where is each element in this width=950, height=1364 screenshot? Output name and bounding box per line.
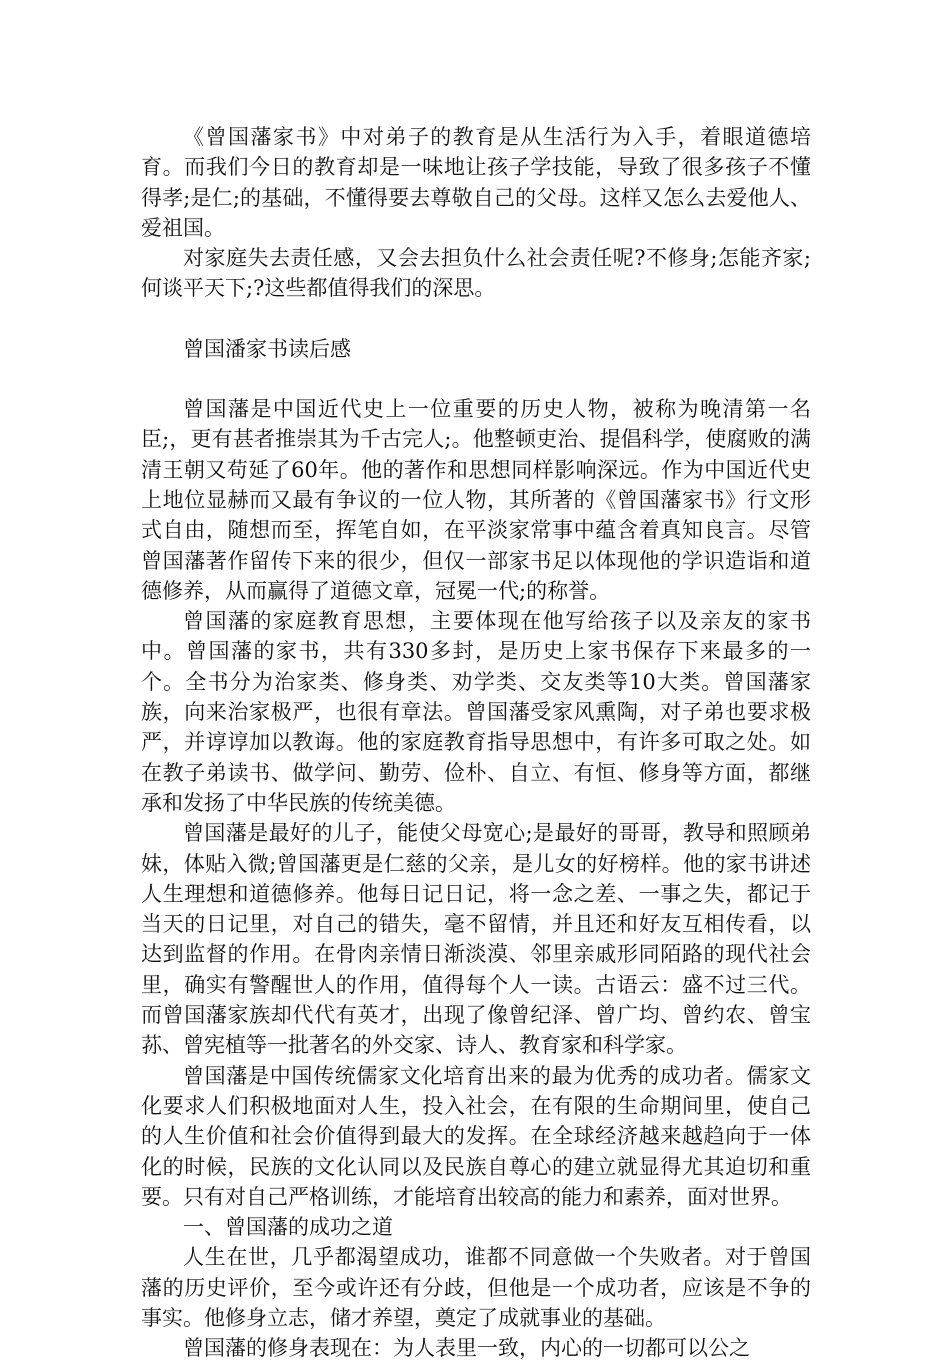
section-title: 曾国潘家书读后感 xyxy=(183,336,351,361)
document-page xyxy=(141,122,811,1364)
paragraph: 曾国藩是中国近代史上一位重要的历史人物，被称为晚清第一名臣;，更有甚者推崇其为千古完人;。他整顿吏治、提倡科学，使腐败的满清王朝又苟延了60年。他的著作和思想同样影响深远。作为中国近代史上地位显赫而又最有争议的一位人物，其所著的《曾国藩家书》行文形式自由，随想而至，挥笔自如，在平淡家常事中蕴含着真知良言。尽管曾国藩著作留传下来的很少，但仅一部家书足以体现他的学识造诣和道德修养，从而赢得了道德文章，冠冕一代;的称誉。 xyxy=(141,397,811,603)
spacer xyxy=(141,304,811,334)
paragraph: 对家庭失去责任感，又会去担负什么社会责任呢?不修身;怎能齐家;何谈平天下;?这些都值得我们的深思。 xyxy=(141,246,811,301)
paragraph: 《曾国藩家书》中对弟子的教育是从生活行为入手，着眼道德培育。而我们今日的教育却是一味地让孩子学技能，导致了很多孩子不懂得孝;是仁;的基础，不懂得要去尊敬自己的父母。这样又怎么去爱他人、爱祖国。 xyxy=(141,125,811,240)
paragraph: 人生在世，几乎都渴望成功，谁都不同意做一个失败者。对于曾国藩的历史评价，至今或许还有分歧，但他是一个成功者，应该是不争的事实。他修身立志，储才养望，奠定了成就事业的基础。 xyxy=(141,1245,811,1330)
paragraph: 曾国藩的修身表现在：为人表里一致，内心的一切都可以公之 xyxy=(183,1336,750,1361)
paragraph: 曾国藩的家庭教育思想，主要体现在他写给孩子以及亲友的家书中。曾国藩的家书，共有330多封，是历史上家书保存下来最多的一个。全书分为治家类、修身类、劝学类、交友类等10大类。曾国藩家族，向来治家极严，也很有章法。曾国藩受家风熏陶，对子弟也要求极严，并谆谆加以教诲。他的家庭教育指导思想中，有许多可取之处。如在教子弟读书、做学问、勤劳、俭朴、自立、有恒、修身等方面，都继承和发扬了中华民族的传统美德。 xyxy=(141,609,811,815)
spacer xyxy=(141,364,811,394)
subheading: 一、曾国藩的成功之道 xyxy=(183,1215,393,1240)
paragraph: 曾国藩是中国传统儒家文化培育出来的最为优秀的成功者。儒家文化要求人们积极地面对人生，投入社会，在有限的生命期间里，使自己的人生价值和社会价值得到最大的发挥。在全球经济越来越趋向于一体化的时候，民族的文化认同以及民族自尊心的建立就显得尤其迫切和重要。只有对自己严格训练，才能培育出较高的能力和素养，面对世界。 xyxy=(141,1063,811,1209)
paragraph: 曾国藩是最好的儿子，能使父母宽心;是最好的哥哥，教导和照顾弟妹，体贴入微;曾国藩更是仁慈的父亲，是儿女的好榜样。他的家书讲述人生理想和道德修养。他每日记日记，将一念之差、一事之失，都记于当天的日记里，对自己的错失，毫不留情，并且还和好友互相传看，以达到监督的作用。在骨肉亲情日渐淡漠、邻里亲戚形同陌路的现代社会里，确实有警醒世人的作用，值得每个人一读。古语云：盛不过三代。而曾国藩家族却代代有英才，出现了像曾纪泽、曾广均、曾约农、曾宝荪、曾宪植等一批著名的外交家、诗人、教育家和科学家。 xyxy=(141,821,811,1058)
